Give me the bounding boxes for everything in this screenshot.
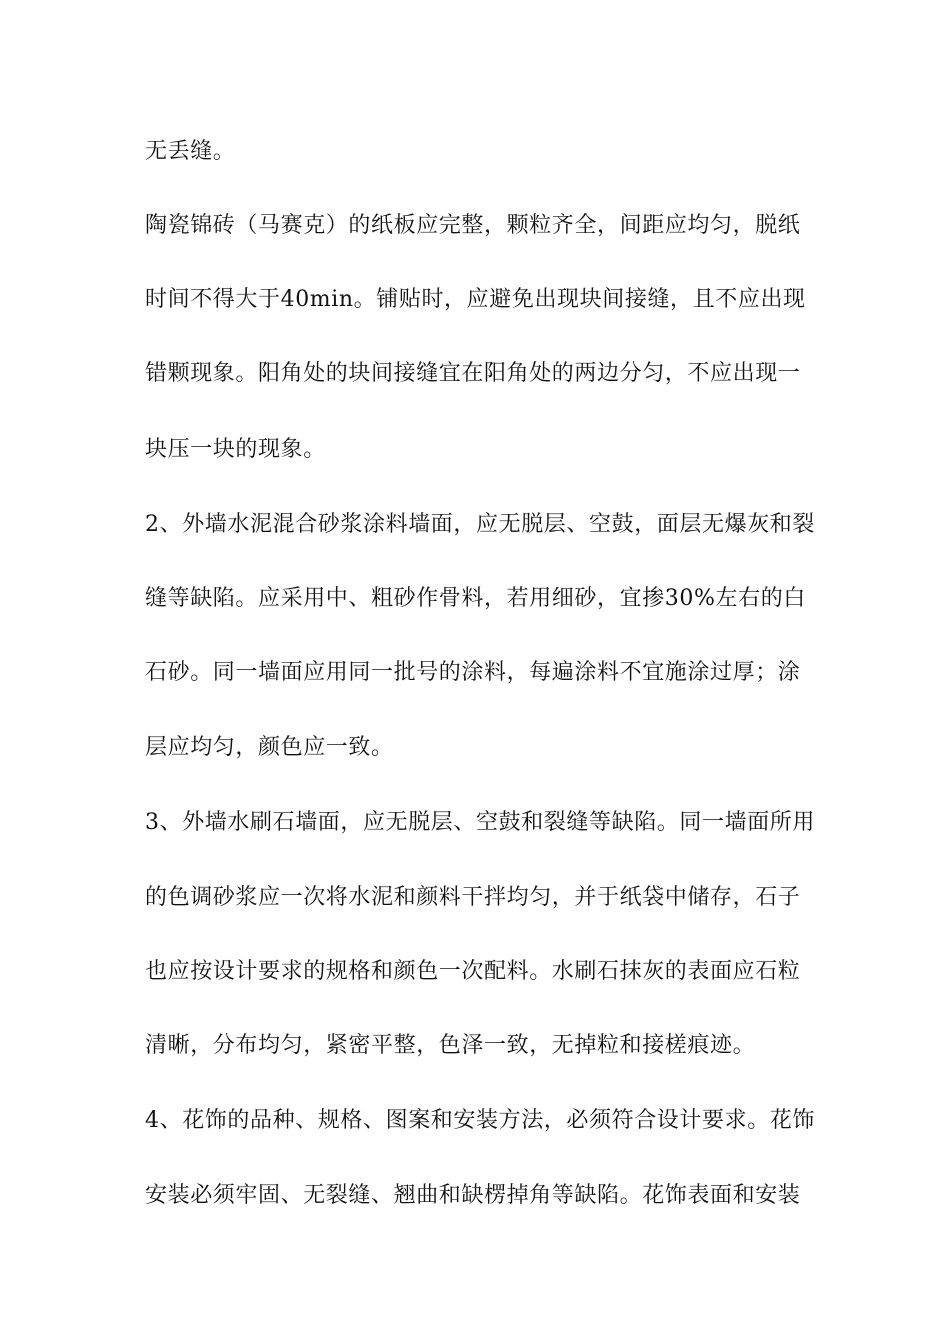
text-line: 3、外墙水刷石墙面，应无脱层、空鼓和裂缝等缺陷。同一墙面所用 <box>145 810 815 835</box>
text-line: 安装必须牢固、无裂缝、翘曲和缺楞掉角等缺陷。花饰表面和安装 <box>145 1183 801 1208</box>
text-line: 缝等缺陷。应采用中、粗砂作骨料，若用细砂，宜掺30%左右的白 <box>145 586 806 611</box>
text-line: 清晰，分布均匀，紧密平整，色泽一致，无掉粒和接槎痕迹。 <box>145 1033 756 1058</box>
text-line: 4、花饰的品种、规格、图案和安装方法，必须符合设计要求。花饰 <box>145 1108 815 1133</box>
text-line: 石砂。同一墙面应用同一批号的涂料，每遍涂料不宜施涂过厚；涂 <box>145 660 801 685</box>
text-line: 块压一块的现象。 <box>145 437 326 462</box>
text-line: 也应按设计要求的规格和颜色一次配料。水刷石抹灰的表面应石粒 <box>145 959 801 984</box>
text-line: 2、外墙水泥混合砂浆涂料墙面，应无脱层、空鼓，面层无爆灰和裂 <box>145 512 815 537</box>
text-line: 层应均匀，颜色应一致。 <box>145 735 394 760</box>
text-line: 错颗现象。阳角处的块间接缝宜在阳角处的两边分匀，不应出现一 <box>145 361 801 386</box>
text-line: 陶瓷锦砖（马赛克）的纸板应完整，颗粒齐全，间距应均匀，脱纸 <box>145 213 801 238</box>
text-line: 时间不得大于40min。铺贴时，应避免出现块间接缝，且不应出现 <box>145 287 806 312</box>
text-line: 的色调砂浆应一次将水泥和颜料干拌均匀，并于纸袋中储存，石子 <box>145 885 801 910</box>
text-line: 无丢缝。 <box>145 139 236 164</box>
